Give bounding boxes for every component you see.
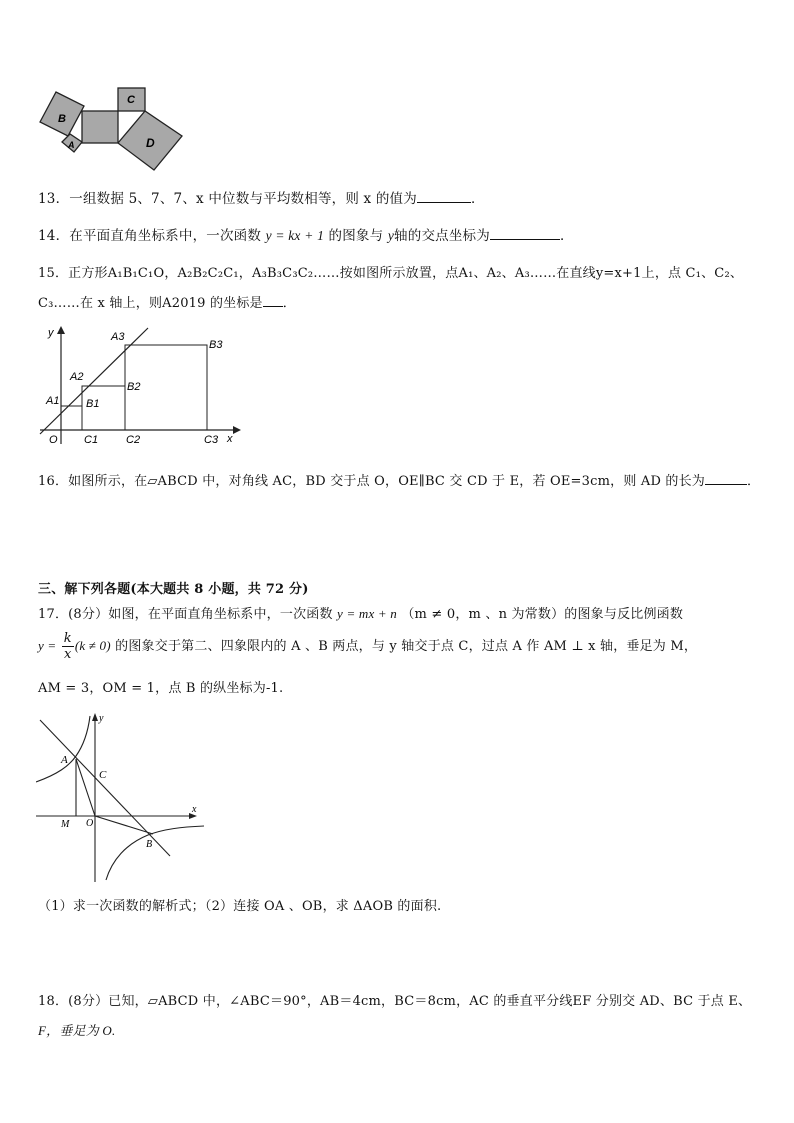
fig-y-label: y [99, 713, 104, 724]
q17-figure [36, 710, 206, 886]
label-a3: A3 [111, 331, 125, 343]
q16-text: 16．如图所示，在▱ABCD 中，对角线 AC，BD 交于点 O，OE∥BC 交 CD 于 E，若 OE=3cm，则 AD 的长为 [38, 474, 705, 489]
fig-x-label: x [192, 804, 197, 815]
q14-answer-blank[interactable] [490, 227, 560, 240]
q17-fraction-num: k [63, 631, 72, 646]
linear-function-line [40, 720, 170, 856]
label-b1: B1 [86, 398, 100, 410]
q14-end: ． [559, 228, 574, 244]
x-axis-arrow [233, 426, 241, 434]
fig-c-label: C [99, 769, 107, 781]
q17-formula: y = mx + n [337, 606, 398, 621]
q17-condition: (k ≠ 0) [74, 638, 111, 653]
fig-b-label: B [146, 839, 153, 850]
hyperbola-branch-2 [36, 716, 90, 782]
squares-figure [36, 84, 196, 174]
q17-line3: AM = 3，OM = 1，点 B 的纵坐标为-1. [38, 681, 284, 696]
question-17-subquestions [38, 895, 441, 914]
q17-line1-b: （m ≠ 0，m 、n 为常数）的图象与反比例函数 [401, 607, 684, 622]
label-c3: C3 [204, 434, 219, 446]
q18-line2: F，垂足为 O. [38, 1023, 116, 1038]
q13-end: ． [470, 191, 485, 207]
axis-y-label: y [48, 327, 54, 339]
q17-sub-q: （1）求一次函数的解析式；（2）连接 OA 、OB，求 ΔAOB 的面积. [38, 899, 442, 914]
question-15-line1 [38, 262, 743, 281]
origin-label: O [49, 434, 58, 446]
y-axis-arrow [92, 713, 98, 721]
label-a1: A1 [46, 395, 60, 407]
q17-line1-a: 17．(8分）如图，在平面直角坐标系中，一次函数 [38, 607, 333, 622]
question-17-line1 [38, 603, 683, 622]
q17-fraction-den: x [64, 647, 72, 662]
fig-a-label: A [61, 754, 68, 766]
square-center [82, 111, 118, 143]
q15-answer-blank[interactable] [263, 294, 283, 307]
label-b2: B2 [127, 381, 141, 393]
label-c2: C2 [126, 434, 141, 446]
q14-yvar: y [387, 228, 395, 243]
q16-answer-blank[interactable] [705, 472, 747, 485]
hyperbola-branch-4 [106, 826, 204, 880]
q15-line2: C₃……在 x 轴上，则A2019 的坐标是 [38, 296, 263, 311]
fig-m-label: M [61, 819, 70, 830]
q15-line1: 15．正方形A₁B₁C₁O，A₂B₂C₂C₁，A₃B₃C₃C₂……按如图所示放置，点A₁、A₂、A₃……在直线y=x+1上，点 C₁、C₂、 [38, 266, 744, 281]
q14-prefix: 14．在平面直角坐标系中，一次函数 [38, 228, 262, 244]
q15-end: ． [282, 296, 296, 311]
question-17-line2 [38, 632, 697, 661]
label-b3: B3 [209, 339, 223, 351]
label-b: B [58, 113, 66, 125]
segment-ob [95, 816, 153, 834]
y-axis-arrow [57, 326, 65, 334]
label-c: C [127, 94, 135, 106]
question-14 [38, 224, 574, 244]
label-c1: C1 [84, 434, 99, 446]
q13-text: 13．一组数据 5、7、7、x 中位数与平均数相等，则 x 的值为 [38, 191, 417, 207]
question-15-line2 [38, 292, 296, 311]
section-3-heading: 三、解下列各题(本大题共 8 小题，共 72 分) [38, 582, 309, 597]
question-18-line2 [38, 1020, 115, 1039]
fig-o-label: O [86, 818, 94, 829]
q14-suffix: 轴的交点坐标为 [394, 228, 490, 244]
q17-line2-b: 的图象交于第二、四象限内的 A 、B 两点，与 y 轴交于点 C，过点 A 作 AM ⊥ x 轴，垂足为 M， [115, 639, 698, 654]
q14-middle: 的图象与 [328, 228, 384, 244]
question-16 [38, 470, 760, 489]
q17-y-equals: y = [38, 638, 57, 653]
question-13 [38, 187, 485, 207]
label-d: D [146, 136, 155, 150]
q15-figure [36, 322, 252, 450]
axis-x-label: x [227, 433, 233, 445]
q17-fraction [62, 632, 74, 661]
q18-line1: 18．(8分）已知，▱ABCD 中，∠ABC＝90°，AB＝4cm，BC＝8cm，AC 的垂直平分线EF 分别交 AD、BC 于点 E、 [38, 994, 752, 1009]
q16-end: ． [747, 474, 761, 489]
q14-formula: y = kx + 1 [265, 228, 325, 243]
label-a2: A2 [70, 371, 84, 383]
label-a: A [68, 140, 75, 150]
question-17-line3 [38, 677, 283, 696]
question-18-line1 [38, 990, 751, 1009]
q13-answer-blank[interactable] [417, 190, 471, 203]
